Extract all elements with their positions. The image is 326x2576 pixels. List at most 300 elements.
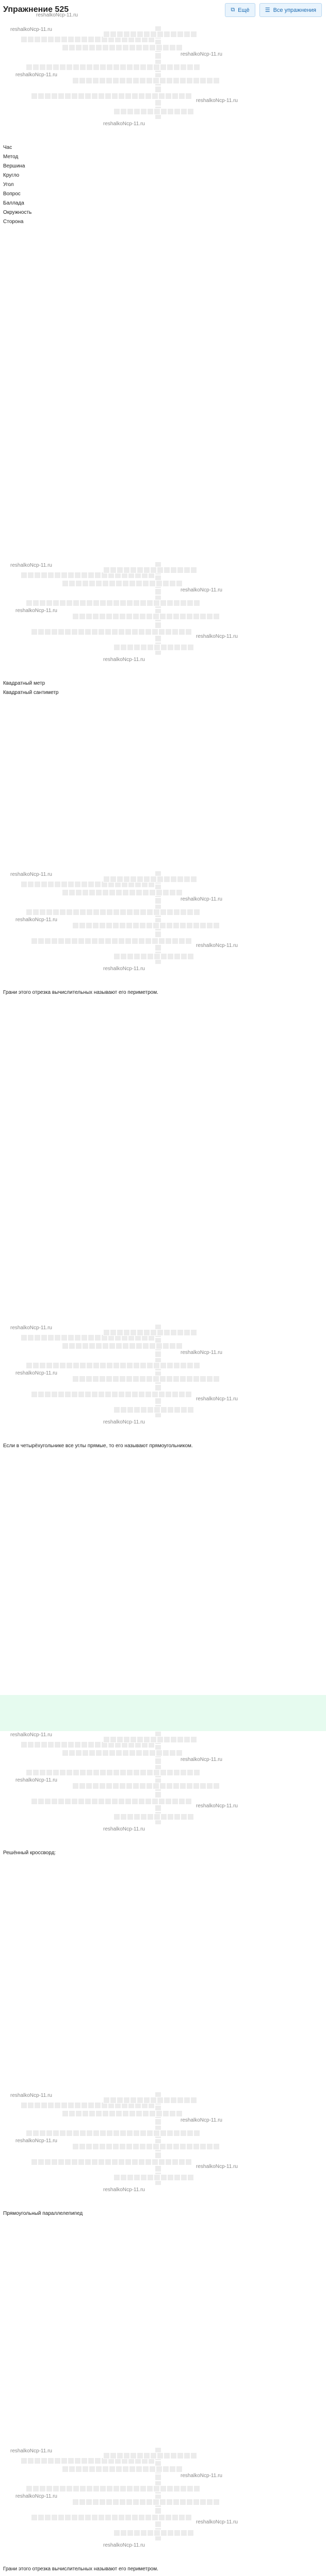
crossword-cell: [120, 64, 126, 71]
crossword-cell: [74, 572, 81, 579]
crossword-cell: [112, 613, 119, 620]
crossword-cell: [119, 77, 126, 84]
crossword-cell: [54, 881, 61, 888]
crossword-cell: [26, 1769, 32, 1776]
crossword-cell: [160, 64, 167, 71]
crossword-cell: [125, 1391, 132, 1398]
crossword-cell: [95, 1343, 102, 1349]
crossword-cell: [164, 1736, 170, 1743]
watermark: reshalkoNcp-11.ru: [103, 1419, 145, 1425]
crossword-cell: [111, 1391, 118, 1398]
crossword-cell: [174, 108, 181, 115]
crossword-cell: [166, 2143, 173, 2150]
crossword-cell: [150, 876, 157, 883]
crossword-cell: [142, 2110, 149, 2117]
crossword-cell: [155, 2165, 161, 2172]
crossword-cell: [170, 876, 177, 883]
crossword-cell: [72, 613, 79, 620]
crossword-cell: [41, 2102, 47, 2109]
crossword-cell: [153, 1376, 159, 1382]
crossword-cell: [178, 2514, 185, 2521]
crossword-cell: [185, 1391, 192, 1398]
watermark: reshalkoNcp-11.ru: [15, 2138, 57, 2144]
crossword-cell: [158, 938, 165, 944]
crossword-cell: [176, 1343, 183, 1349]
crossword-cell: [79, 1376, 86, 1382]
crossword-cell: [89, 580, 95, 587]
crossword-cell: [27, 881, 34, 888]
watermark: reshalkoNcp-11.ru: [10, 1732, 52, 1738]
crossword-cell: [79, 2499, 86, 2505]
crossword-cell: [120, 909, 126, 916]
watermark: reshalkoNcp-11.ru: [103, 2543, 145, 2548]
crossword-cell: [172, 938, 178, 944]
crossword-cell: [89, 44, 95, 51]
crossword-cell: [81, 881, 88, 888]
crossword-cell: [120, 1406, 127, 1413]
crossword-cell: [47, 2102, 54, 2109]
crossword-cell: [149, 889, 156, 896]
crossword-cell: [134, 1814, 140, 1820]
crossword-cell: [152, 1391, 158, 1398]
crossword-cell: [193, 1376, 200, 1382]
crossword-cell: [100, 1362, 106, 1369]
crossword-cell: [213, 922, 220, 929]
crossword-cell: [120, 1769, 126, 1776]
crossword-cell: [213, 2499, 220, 2505]
crossword-cell: [89, 889, 95, 896]
crossword-cell: [91, 938, 98, 944]
crossword-cell: [88, 1741, 94, 1748]
crossword-cell: [68, 1334, 74, 1341]
crossword-cell: [46, 1362, 53, 1369]
crossword-grid: [0, 2442, 326, 2555]
crossword-cell: [147, 644, 154, 651]
crossword-cell: [103, 567, 110, 573]
crossword-cell: [46, 600, 53, 606]
crossword-cell: [133, 2130, 140, 2137]
crossword-cell: [200, 613, 206, 620]
watermark: reshalkoNcp-11.ru: [103, 657, 145, 663]
crossword-cell: [51, 2514, 58, 2521]
crossword-cell: [86, 77, 92, 84]
crossword-cell: [38, 1391, 44, 1398]
crossword-cell: [105, 2159, 111, 2165]
crossword-cell: [155, 2152, 161, 2159]
section-text: Решённый кроссворд:: [3, 1850, 56, 1856]
crossword-cell: [99, 2143, 106, 2150]
crossword-cell: [88, 1334, 94, 1341]
crossword-cell: [102, 2110, 109, 2117]
crossword-cell: [180, 1769, 187, 1776]
crossword-cell: [190, 2097, 197, 2104]
crossword-cell: [79, 1783, 86, 1789]
crossword-cell: [26, 600, 32, 606]
crossword-cell: [51, 2159, 58, 2165]
crossword-cell: [106, 2499, 112, 2505]
crossword-cell: [132, 938, 138, 944]
crossword-cell: [38, 93, 44, 99]
crossword-cell: [186, 1376, 193, 1382]
crossword-cell: [180, 1362, 187, 1369]
crossword-cell: [119, 613, 126, 620]
crossword-cell: [120, 953, 127, 960]
crossword-cell: [79, 600, 86, 606]
section-text: Если в четырёхугольнике все углы прямые, то его называют прямоугольником.: [3, 1443, 193, 1449]
crossword-cell: [127, 953, 134, 960]
crossword-cell: [165, 2514, 172, 2521]
crossword-cell: [59, 1769, 66, 1776]
crossword-cell: [99, 77, 106, 84]
crossword-cell: [122, 580, 129, 587]
crossword-cell: [118, 629, 125, 635]
crossword-cell: [167, 909, 173, 916]
crossword-cell: [155, 1805, 161, 1811]
crossword-cell: [181, 644, 187, 651]
crossword-cell: [133, 77, 139, 84]
crossword-cell: [93, 909, 100, 916]
more-button[interactable]: ⧉ Ещё: [225, 3, 255, 17]
crossword-grid: [0, 1726, 326, 1839]
crossword-cell: [98, 1391, 105, 1398]
section-text: Квадратный сантиметр: [3, 690, 59, 696]
crossword-cell: [109, 1343, 116, 1349]
crossword-cell: [177, 31, 184, 38]
crossword-cell: [32, 909, 39, 916]
crossword-cell: [155, 931, 161, 938]
crossword-cell: [147, 1406, 154, 1413]
crossword-cell: [117, 1329, 123, 1336]
crossword-cell: [110, 876, 117, 883]
crossword-cell: [154, 1814, 160, 1820]
crossword-cell: [147, 1814, 154, 1820]
crossword-cell: [173, 77, 180, 84]
crossword-cell: [103, 2097, 110, 2104]
crossword-cell: [142, 1750, 149, 1756]
crossword-cell: [169, 2110, 176, 2117]
crossword-cell: [185, 2514, 192, 2521]
crossword-cell: [110, 31, 117, 38]
crossword-cell: [200, 2143, 206, 2150]
crossword-cell: [92, 1376, 99, 1382]
crossword-cell: [69, 580, 75, 587]
crossword-cell: [86, 2485, 93, 2492]
crossword-cell: [53, 2130, 59, 2137]
crossword-cell: [153, 922, 159, 929]
crossword-cell: [118, 2514, 125, 2521]
crossword-cell: [93, 1362, 100, 1369]
crossword-grid: [0, 866, 326, 979]
crossword-cell: [184, 567, 190, 573]
crossword-cell: [39, 600, 46, 606]
crossword-cell: [64, 93, 71, 99]
crossword-cell: [75, 2110, 82, 2117]
watermark: reshalkoNcp-11.ru: [103, 121, 145, 127]
crossword-cell: [86, 1362, 93, 1369]
crossword-cell: [153, 1362, 160, 1369]
crossword-cell: [136, 1750, 142, 1756]
crossword-cell: [69, 1343, 75, 1349]
crossword-cell: [129, 2110, 136, 2117]
crossword-cell: [99, 613, 106, 620]
crossword-cell: [109, 1750, 116, 1756]
crossword-cell: [193, 77, 200, 84]
section-text: Сторона: [3, 219, 24, 225]
crossword-cell: [164, 567, 170, 573]
crossword-cell: [181, 2174, 187, 2181]
crossword-cell: [116, 2466, 122, 2472]
crossword-cell: [112, 1376, 119, 1382]
crossword-cell: [39, 64, 46, 71]
crossword-cell: [46, 909, 53, 916]
crossword-cell: [155, 588, 161, 595]
crossword-cell: [86, 2130, 93, 2137]
crossword-cell: [89, 2466, 95, 2472]
crossword-cell: [213, 1783, 220, 1789]
crossword-cell: [126, 613, 133, 620]
watermark: reshalkoNcp-11.ru: [181, 52, 222, 57]
crossword-cell: [113, 953, 120, 960]
crossword-cell: [154, 644, 160, 651]
crossword-cell: [166, 613, 173, 620]
crossword-cell: [165, 1798, 172, 1805]
crossword-cell: [93, 64, 100, 71]
crossword-cell: [170, 31, 177, 38]
crossword-cell: [180, 64, 187, 71]
crossword-cell: [146, 922, 153, 929]
crossword-cell: [92, 2499, 99, 2505]
crossword-cell: [66, 1362, 73, 1369]
crossword-cell: [100, 2130, 106, 2137]
crossword-cell: [61, 1741, 68, 1748]
section-text: Грани этого отрезка вычислительных называют его периметром.: [3, 2566, 158, 2572]
crossword-cell: [81, 2102, 88, 2109]
crossword-cell: [176, 2466, 183, 2472]
crossword-cell: [160, 2130, 167, 2137]
crossword-cell: [167, 1406, 174, 1413]
crossword-cell: [126, 600, 133, 606]
crossword-cell: [155, 897, 161, 904]
crossword-cell: [142, 2466, 149, 2472]
crossword-cell: [75, 889, 82, 896]
crossword-cell: [112, 922, 119, 929]
crossword-cell: [160, 2530, 167, 2536]
crossword-cell: [155, 99, 161, 106]
crossword-cell: [129, 44, 136, 51]
crossword-cell: [32, 1362, 39, 1369]
crossword-cell: [51, 938, 58, 944]
crossword-cell: [150, 2097, 157, 2104]
crossword-cell: [94, 1741, 101, 1748]
crossword-cell: [174, 644, 181, 651]
page-title: Упражнение 525: [3, 5, 69, 14]
page-header: [0, 0, 326, 21]
crossword-cell: [34, 881, 41, 888]
crossword-cell: [71, 938, 78, 944]
crossword-cell: [110, 567, 117, 573]
crossword-cell: [66, 2130, 73, 2137]
crossword-cell: [146, 613, 153, 620]
section-text: Вершина: [3, 163, 25, 169]
crossword-cell: [81, 572, 88, 579]
crossword-cell: [105, 2514, 111, 2521]
crossword-cell: [82, 580, 89, 587]
crossword-cell: [174, 1814, 181, 1820]
crossword-cell: [130, 2452, 137, 2459]
crossword-cell: [126, 1769, 133, 1776]
crossword-cell: [59, 64, 66, 71]
crossword-cell: [140, 2130, 146, 2137]
crossword-cell: [140, 953, 147, 960]
watermark: reshalkoNcp-11.ru: [10, 2448, 52, 2454]
crossword-cell: [106, 2130, 113, 2137]
section-text: Баллада: [3, 200, 24, 206]
crossword-cell: [165, 2159, 172, 2165]
crossword-cell: [172, 93, 178, 99]
crossword-cell: [193, 909, 200, 916]
crossword-cell: [118, 2159, 125, 2165]
crossword-cell: [193, 600, 200, 606]
crossword-cell: [172, 1798, 178, 1805]
crossword-cell: [147, 108, 154, 115]
crossword-cell: [32, 64, 39, 71]
crossword-cell: [112, 2499, 119, 2505]
crossword-cell: [129, 889, 136, 896]
crossword-cell: [152, 2159, 158, 2165]
crossword-cell: [133, 922, 139, 929]
crossword-cell: [61, 1334, 68, 1341]
crossword-cell: [82, 2466, 89, 2472]
crossword-cell: [146, 1769, 153, 1776]
crossword-cell: [73, 1769, 79, 1776]
crossword-cell: [88, 2458, 94, 2464]
crossword-cell: [41, 572, 47, 579]
crossword-cell: [123, 31, 130, 38]
crossword-cell: [72, 2499, 79, 2505]
crossword-cell: [181, 1406, 187, 1413]
crossword-cell: [103, 31, 110, 38]
crossword-cell: [46, 1769, 53, 1776]
crossword-cell: [31, 1798, 38, 1805]
crossword-cell: [173, 64, 180, 71]
crossword-cell: [187, 2485, 193, 2492]
crossword-cell: [186, 77, 193, 84]
crossword-cell: [123, 1736, 130, 1743]
crossword-cell: [59, 2485, 66, 2492]
crossword-cell: [157, 876, 164, 883]
crossword-cell: [62, 580, 69, 587]
crossword-cell: [173, 2143, 180, 2150]
crossword-cell: [44, 2159, 51, 2165]
crossword-cell: [98, 2514, 105, 2521]
crossword-cell: [153, 2485, 160, 2492]
crossword-cell: [145, 2159, 152, 2165]
crossword-cell: [170, 2097, 177, 2104]
crossword-cell: [21, 2458, 27, 2464]
all-exercises-button[interactable]: ☰ Все упражнения: [259, 3, 322, 17]
watermark: reshalkoNcp-11.ru: [15, 608, 57, 614]
crossword-cell: [32, 1769, 39, 1776]
crossword-cell: [53, 64, 59, 71]
crossword-cell: [133, 909, 140, 916]
crossword-cell: [154, 1406, 160, 1413]
crossword-cell: [132, 2159, 138, 2165]
crossword-cell: [187, 2530, 194, 2536]
crossword-cell: [140, 2530, 147, 2536]
crossword-cell: [200, 2499, 206, 2505]
crossword-cell: [116, 1343, 122, 1349]
crossword-cell: [133, 1376, 139, 1382]
crossword-cell: [190, 2452, 197, 2459]
crossword-cell: [200, 1783, 206, 1789]
crossword-cell: [88, 881, 94, 888]
crossword-cell: [177, 1736, 184, 1743]
crossword-cell: [61, 2458, 68, 2464]
crossword-cell: [26, 1362, 32, 1369]
crossword-cell: [82, 1343, 89, 1349]
crossword-cell: [130, 1736, 137, 1743]
crossword-cell: [73, 1362, 79, 1369]
crossword-cell: [46, 2130, 53, 2137]
crossword-cell: [193, 2499, 200, 2505]
crossword-cell: [164, 31, 170, 38]
crossword-cell: [62, 2110, 69, 2117]
crossword-cell: [174, 2530, 181, 2536]
crossword-cell: [180, 922, 186, 929]
crossword-cell: [160, 644, 167, 651]
watermark: reshalkoNcp-11.ru: [10, 1325, 52, 1331]
crossword-grid: [0, 556, 326, 670]
crossword-cell: [177, 1329, 184, 1336]
crossword-cell: [120, 2130, 126, 2137]
crossword-cell: [146, 909, 153, 916]
crossword-cell: [54, 1741, 61, 1748]
crossword-cell: [111, 2159, 118, 2165]
crossword-cell: [193, 1769, 200, 1776]
crossword-grid: [0, 1319, 326, 1432]
crossword-cell: [133, 613, 139, 620]
crossword-cell: [180, 909, 187, 916]
crossword-cell: [164, 1329, 170, 1336]
crossword-cell: [157, 2452, 164, 2459]
watermark: reshalkoNcp-11.ru: [103, 2187, 145, 2193]
crossword-cell: [149, 1343, 156, 1349]
crossword-cell: [59, 1362, 66, 1369]
crossword-cell: [123, 2097, 130, 2104]
crossword-cell: [113, 600, 120, 606]
section-text: Вопрос: [3, 191, 21, 197]
crossword-cell: [62, 2466, 69, 2472]
crossword-cell: [155, 1384, 161, 1391]
section-text: Кругло: [3, 173, 20, 178]
crossword-cell: [133, 1783, 139, 1789]
crossword-cell: [79, 2130, 86, 2137]
crossword-cell: [187, 644, 194, 651]
crossword-cell: [186, 2499, 193, 2505]
crossword-cell: [98, 2159, 105, 2165]
crossword-cell: [137, 1329, 143, 1336]
crossword-cell: [132, 2514, 138, 2521]
crossword-cell: [156, 1750, 162, 1756]
crossword-cell: [158, 1391, 165, 1398]
crossword-cell: [153, 77, 159, 84]
watermark: reshalkoNcp-11.ru: [10, 872, 52, 877]
crossword-cell: [58, 938, 64, 944]
crossword-cell: [156, 2110, 162, 2117]
crossword-cell: [103, 1329, 110, 1336]
crossword-cell: [54, 2458, 61, 2464]
crossword-cell: [103, 2452, 110, 2459]
